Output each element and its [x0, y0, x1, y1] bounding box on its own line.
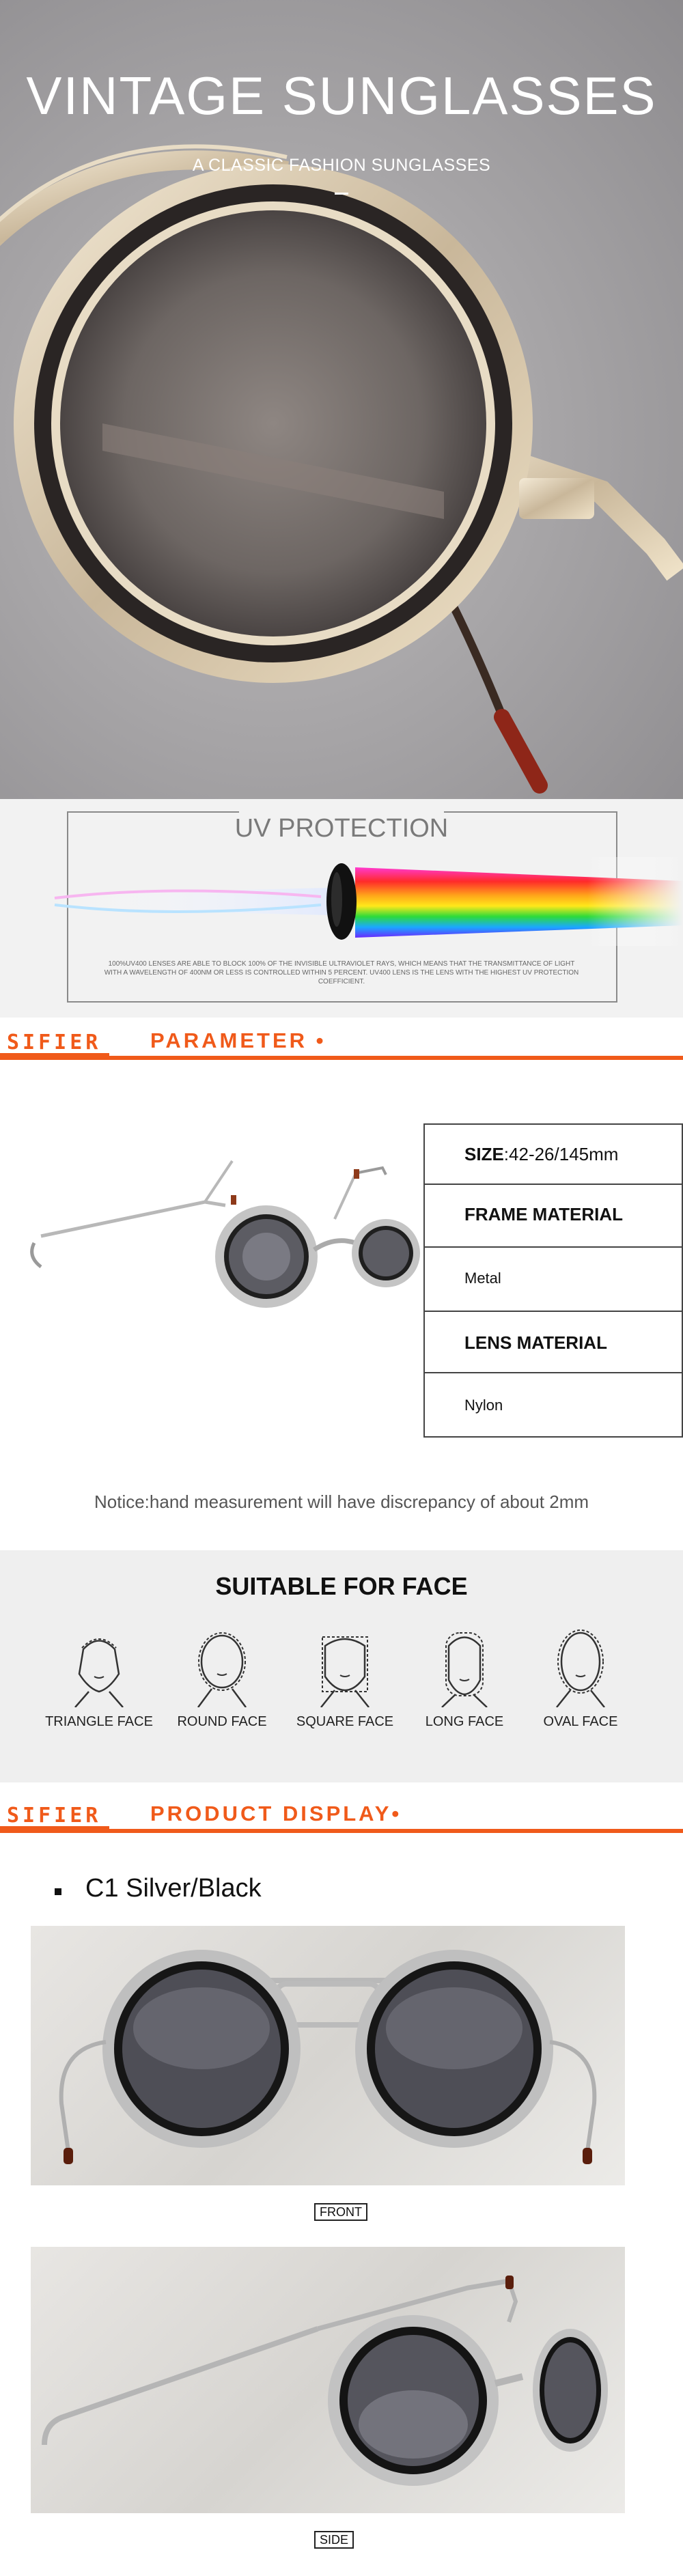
suitable-face-title: SUITABLE FOR FACE [215, 1572, 468, 1600]
product-display-title: PRODUCT DISPLAY• [150, 1802, 402, 1825]
parameter-header [0, 1018, 683, 1067]
variant-name: C1 Silver/Black [85, 1874, 262, 1903]
front-view-label: FRONT [314, 2203, 367, 2221]
parameter-tab [116, 1024, 683, 1056]
param-row-size [423, 1123, 683, 1184]
side-view-photo [31, 2247, 625, 2513]
brand-logo [0, 1800, 109, 1829]
product-display-header [0, 1791, 683, 1840]
hero-divider [335, 193, 348, 195]
param-row-nylon [423, 1372, 683, 1438]
param-frame-material-value: Metal [464, 1270, 501, 1287]
product-display-tab [116, 1797, 683, 1829]
oval-face-icon [550, 1629, 611, 1707]
measurement-notice: Notice:hand measurement will have discrepancy of about 2mm [94, 1492, 589, 1512]
param-lens-material-value: Nylon [464, 1397, 503, 1414]
section-rule [0, 1056, 683, 1060]
front-view-glasses-image [31, 1926, 625, 2185]
face-label-triangle: TRIANGLE FACE [45, 1714, 153, 1729]
face-label-oval: OVAL FACE [543, 1714, 618, 1729]
face-label-long: LONG FACE [425, 1714, 504, 1729]
section-rule [0, 1829, 683, 1833]
triangle-face-icon [68, 1629, 130, 1707]
param-frame-material-label: FRAME MATERIAL [464, 1204, 624, 1224]
variant-bullet [55, 1888, 61, 1895]
param-size-label: SIZE [464, 1144, 504, 1164]
hero-banner [0, 0, 683, 799]
parameter-title: PARAMETER • [150, 1028, 326, 1052]
param-row-lens-material [423, 1311, 683, 1372]
hero-subtitle: A CLASSIC FASHION SUNGLASSES [192, 156, 491, 175]
param-size-value: :42-26/145mm [503, 1144, 619, 1164]
front-view-photo [31, 1926, 625, 2185]
param-lens-material-label: LENS MATERIAL [464, 1332, 607, 1353]
long-face-icon [434, 1629, 495, 1707]
face-label-square: SQUARE FACE [296, 1714, 394, 1729]
product-glasses-image [27, 1154, 423, 1359]
brand-logo-text: SIFIER [7, 1031, 102, 1054]
square-face-icon [314, 1629, 376, 1707]
uv-description: 100%UV400 LENSES ARE ABLE TO BLOCK 100% OF THE INVISIBLE ULTRAVIOLET RAYS, WHICH MEANS THAT THE TRANSMITTANCE OF LIGHT WITH A WAVELENGTH OF 400NM OR LESS IS CONTROLLED WITHIN 5 PERCENT. UV400 LENS IS THE LENS WITH THE HIGHEST UV PROTECTION COEFFICIENT. [104, 960, 579, 985]
brand-logo-text: SIFIER [7, 1804, 102, 1828]
side-view-glasses-image [31, 2247, 625, 2513]
hero-title: VINTAGE SUNGLASSES [26, 66, 657, 126]
param-row-metal [423, 1246, 683, 1311]
uv-spectrum-graphic [0, 857, 683, 946]
brand-logo [0, 1027, 109, 1056]
side-view-label: SIDE [314, 2531, 354, 2549]
uv-title: UV PROTECTION [234, 814, 449, 843]
face-label-round: ROUND FACE [177, 1714, 267, 1729]
param-row-frame-material [423, 1184, 683, 1246]
round-face-icon [191, 1629, 253, 1707]
